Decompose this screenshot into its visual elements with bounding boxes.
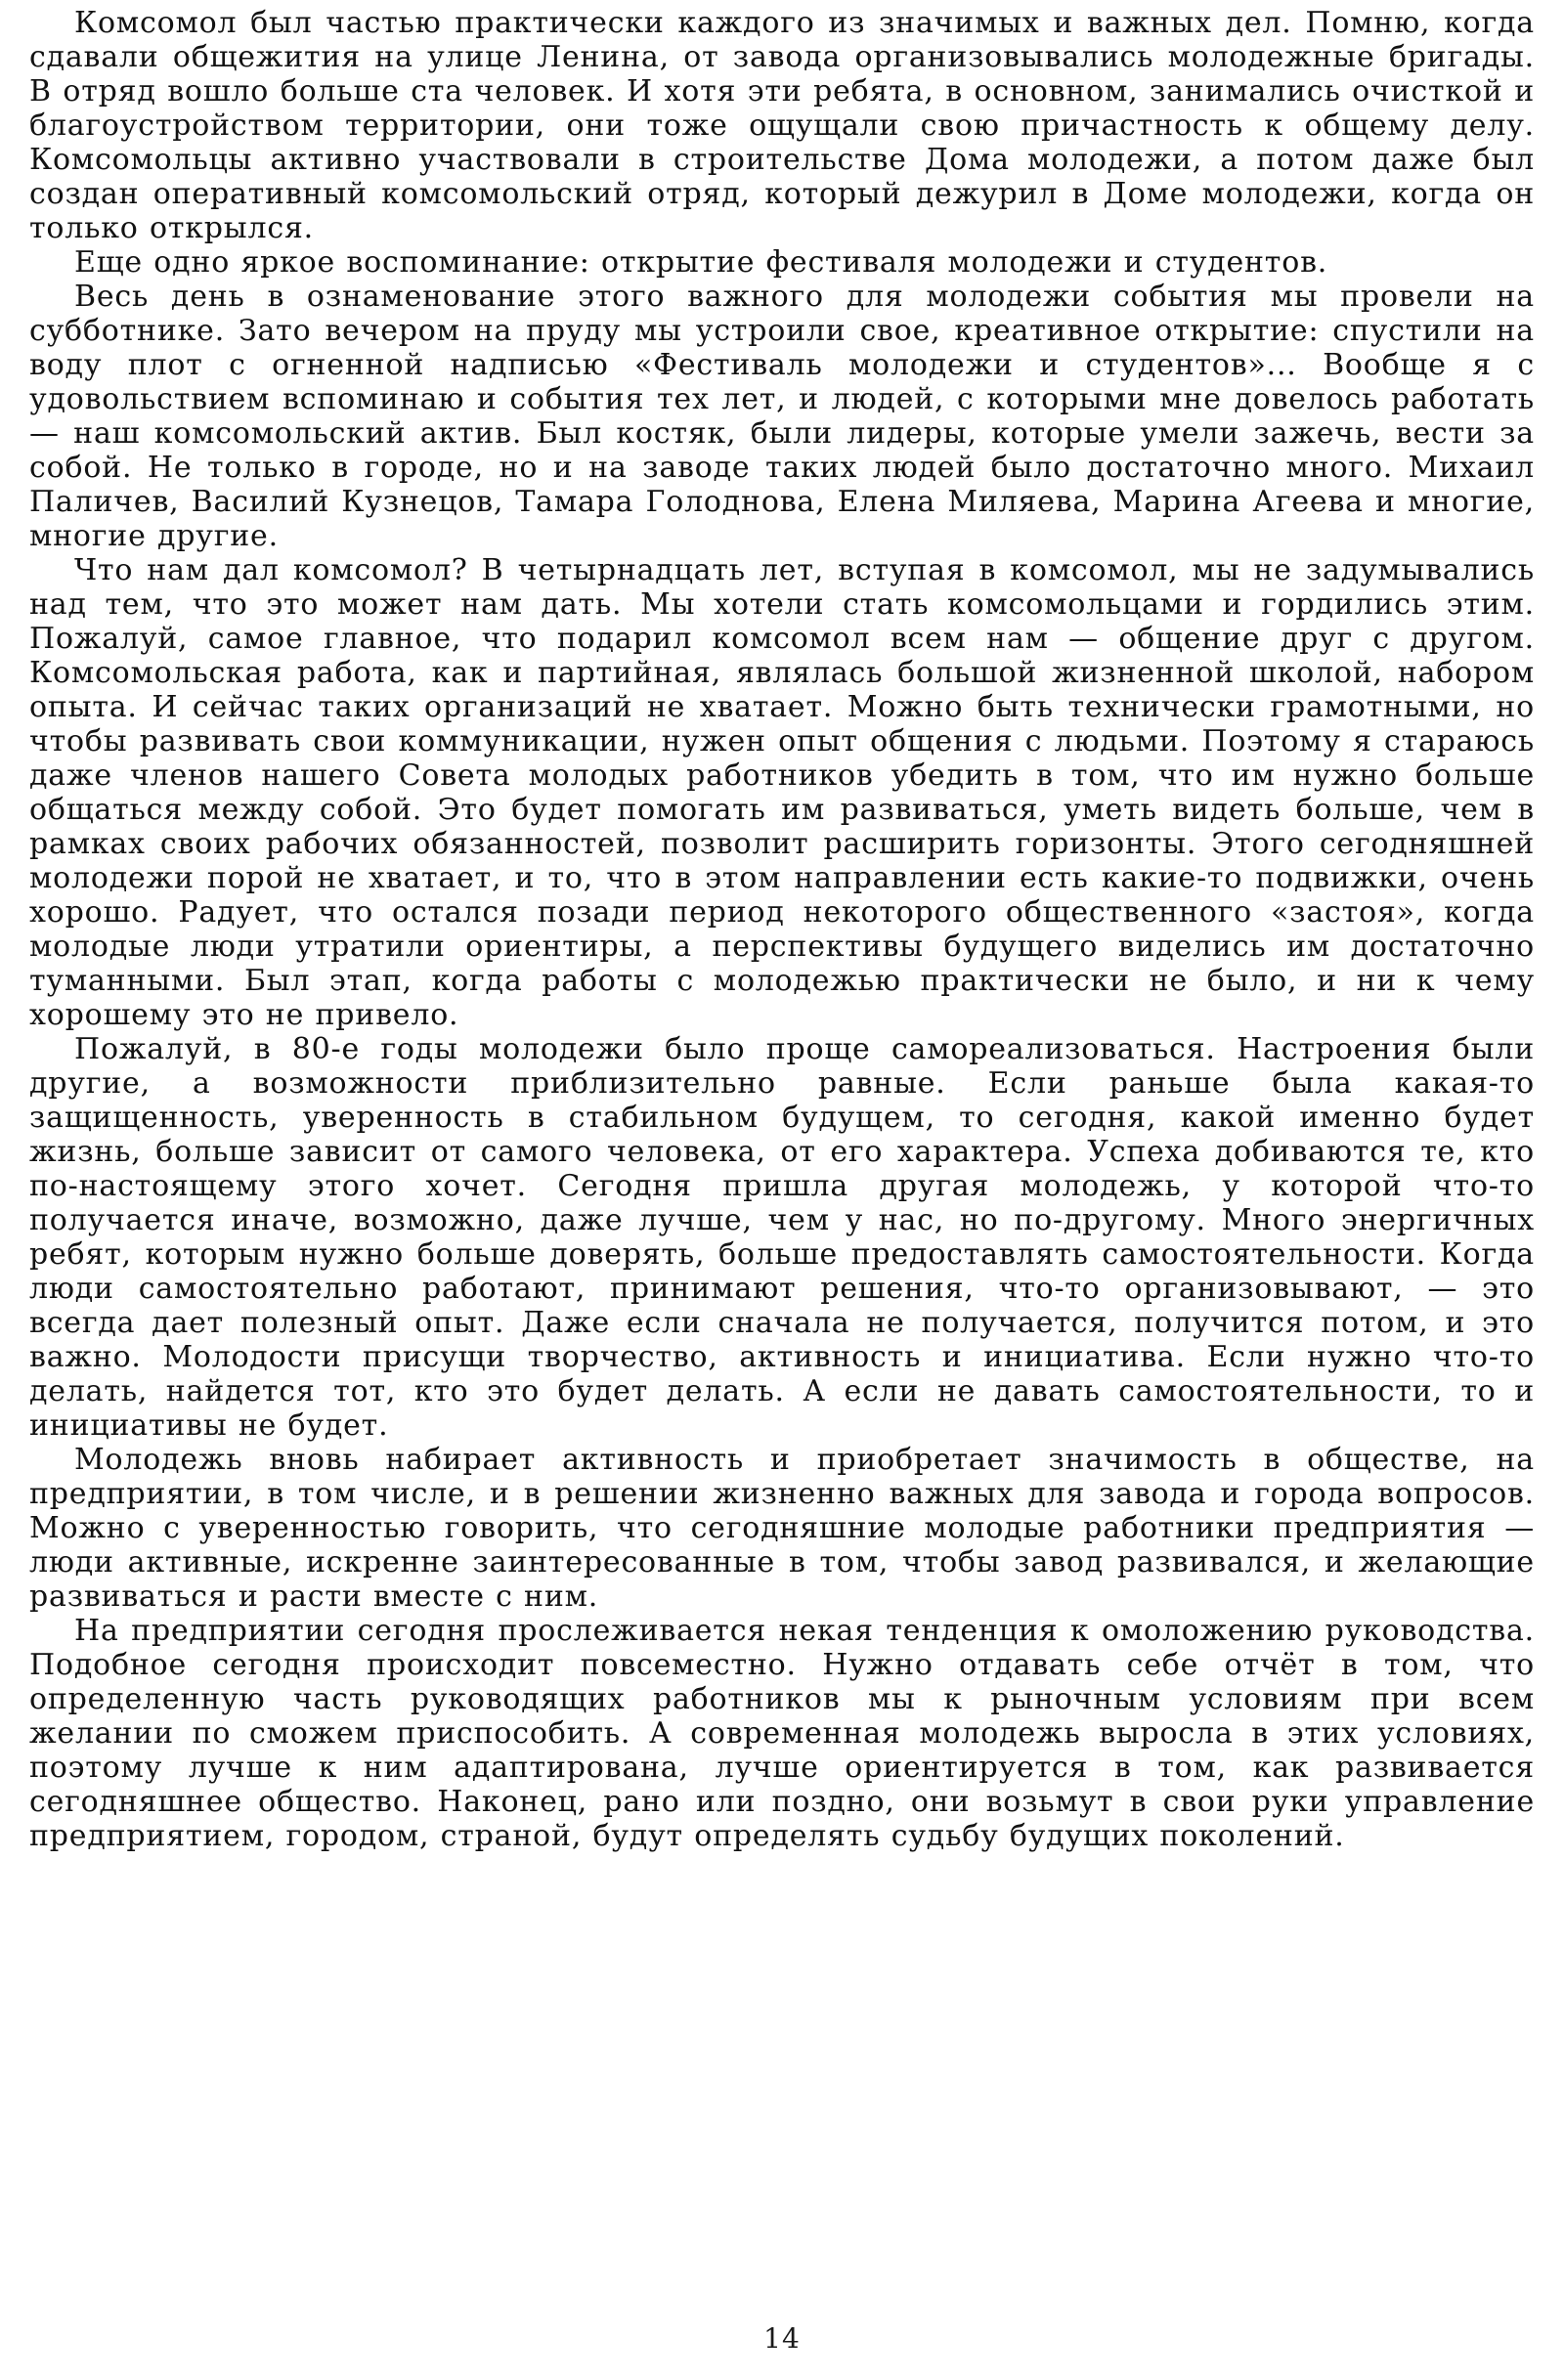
paragraph-2: Еще одно яркое воспоминание: открытие фестиваля молодежи и студентов. — [74, 245, 1328, 280]
paragraph-5: Пожалуй, в 80-е годы молодежи было проще самореализоваться. Настроения были другие, а возможности приблизительно равные. Если раньше была какая-то защищенность, уверенность в стабильном будущем, то сегодня, какой именно будет жизнь, больше зависит от самого человека, от его характера. Успеха добиваются те, кто по-настоящему этого хочет. Сегодня пришла другая молодежь, у которой что-то получается иначе, возможно, даже лучше, чем у нас, но по-другому. Много энергичных ребят, которым нужно больше доверять, больше предоставлять самостоятельности. Когда люди самостоятельно работают, принимают решения, что-то организовывают, — это всегда дает полезный опыт. Даже если сначала не получается, получится потом, и это важно. Молодости присущи творчество, активность и инициатива. Если нужно что-то делать, найдется тот, кто это будет делать. А если не давать самостоятельности, то и инициативы не будет. — [29, 1032, 1535, 1443]
paragraph-7: На предприятии сегодня прослеживается некая тенденция к омоложению руководства. Подобное сегодня происходит повсеместно. Нужно отдавать себе отчёт в том, что определенную часть руководящих работников мы к рыночным условиям при всем желании по сможем приспособить. А современная молодежь выросла в этих условиях, поэтому лучше к ним адаптирована, лучше ориентируется в том, как развивается сегодняшнее общество. Наконец, рано или поздно, они возьмут в свои руки управление предприятием, городом, страной, будут определять судьбу будущих поколений. — [29, 1614, 1535, 1853]
paragraph-1: Комсомол был частью практически каждого из значимых и важных дел. Помню, когда сдавали общежития на улице Ленина, от завода организовывались молодежные бригады. В отряд вошло больше ста человек. И хотя эти ребята, в основном, занимались очисткой и благоустройством территории, они тоже ощущали свою причастность к общему делу. Комсомольцы активно участвовали в строительстве Дома молодежи, а потом даже был создан оперативный комсомольский отряд, который дежурил в Доме молодежи, когда он только открылся. — [29, 6, 1535, 245]
paragraph-3: Весь день в ознаменование этого важного для молодежи события мы провели на субботнике. Зато вечером на пруду мы устроили свое, креативное открытие: спустили на воду плот с огненной надписью «Фестиваль молодежи и студентов»... Вообще я с удовольствием вспоминаю и события тех лет, и людей, с которыми мне довелось работать — наш комсомольский актив. Был костяк, были лидеры, которые умели зажечь, вести за собой. Не только в городе, но и на заводе таких людей было достаточно много. Михаил Паличев, Василий Кузнецов, Тамара Голоднова, Елена Миляева, Марина Агеева и многие, многие другие. — [29, 280, 1535, 553]
text-block — [29, 6, 1535, 1853]
paragraph-4: Что нам дал комсомол? В четырнадцать лет, вступая в комсомол, мы не задумывались над тем, что это может нам дать. Мы хотели стать комсомольцами и гордились этим. Пожалуй, самое главное, что подарил комсомол всем нам — общение друг с другом. Комсомольская работа, как и партийная, являлась большой жизненной школой, набором опыта. И сейчас таких организаций не хватает. Можно быть технически грамотными, но чтобы развивать свои коммуникации, нужен опыт общения с людьми. Поэтому я стараюсь даже членов нашего Совета молодых работников убедить в том, что им нужно больше общаться между собой. Это будет помогать им развиваться, уметь видеть больше, чем в рамках своих рабочих обязанностей, позволит расширить горизонты. Этого сегодняшней молодежи порой не хватает, и то, что в этом направлении есть какие-то подвижки, очень хорошо. Радует, что остался позади период некоторого общественного «застоя», когда молодые люди утратили ориентиры, а перспективы будущего виделись им достаточно туманными. Был этап, когда работы с молодежью практически не было, и ни к чему хорошему это не привело. — [29, 553, 1535, 1032]
page-number: 14 — [763, 2322, 801, 2355]
paragraph-6: Молодежь вновь набирает активность и приобретает значимость в обществе, на предприятии, в том числе, и в решении жизненно важных для завода и города вопросов. Можно с уверенностью говорить, что сегодняшние молодые работники предприятия — люди активные, искренне заинтересованные в том, чтобы завод развивался, и желающие развиваться и расти вместе с ним. — [29, 1443, 1535, 1614]
